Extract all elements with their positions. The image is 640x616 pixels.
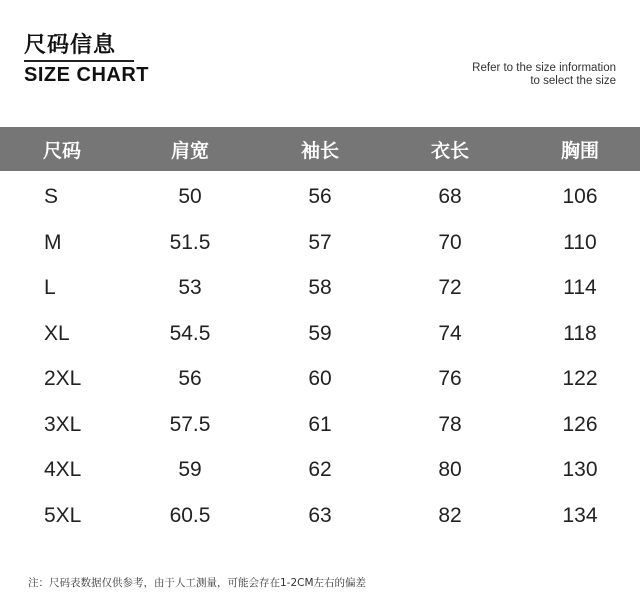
cell-size: 5XL — [44, 503, 82, 527]
cell-shoulder: 60.5 — [169, 503, 211, 527]
cell-chest: 126 — [562, 412, 598, 436]
cell-chest: 130 — [562, 458, 598, 481]
title-chinese: 尺码信息 — [24, 33, 117, 58]
cell-size: 3XL — [44, 412, 82, 436]
size-hint-line-2: to select the size — [530, 75, 616, 87]
cell-length: 82 — [438, 503, 462, 527]
cell-sleeve: 62 — [308, 458, 332, 481]
cell-size: M — [44, 230, 62, 254]
cell-chest: 110 — [563, 230, 597, 254]
cell-chest: 118 — [563, 321, 597, 345]
footnote: 注：尺码表数据仅供参考，由于人工测量，可能会存在1-2CM左右的偏差 — [28, 577, 367, 589]
title-underline — [24, 60, 134, 62]
cell-size: 4XL — [44, 458, 82, 481]
cell-shoulder: 50 — [178, 185, 202, 208]
cell-chest: 106 — [562, 185, 598, 208]
cell-chest: 134 — [562, 503, 598, 527]
cell-shoulder: 54.5 — [169, 321, 211, 345]
title-english: SIZE CHART — [24, 64, 149, 86]
table-row — [0, 494, 640, 540]
cell-sleeve: 57 — [308, 230, 332, 254]
cell-shoulder: 56 — [178, 367, 202, 390]
table-row — [0, 312, 640, 358]
cell-length: 74 — [438, 321, 462, 345]
cell-sleeve: 60 — [308, 367, 332, 390]
cell-shoulder: 51.5 — [169, 230, 211, 254]
table-row — [0, 175, 640, 221]
cell-sleeve: 63 — [308, 503, 332, 527]
header-size: 尺码 — [42, 139, 81, 162]
header-chest: 胸围 — [560, 139, 599, 162]
cell-size: S — [44, 185, 59, 208]
cell-shoulder: 59 — [178, 458, 202, 481]
cell-sleeve: 56 — [308, 185, 332, 208]
size-hint-line-1: Refer to the size information — [472, 62, 616, 74]
header-length: 衣长 — [430, 139, 469, 162]
cell-length: 78 — [438, 412, 462, 436]
cell-length: 76 — [438, 367, 462, 390]
table-row — [0, 221, 640, 267]
table-row — [0, 448, 640, 494]
cell-length: 68 — [438, 185, 462, 208]
cell-length: 70 — [438, 230, 462, 254]
cell-sleeve: 61 — [308, 412, 332, 436]
cell-chest: 114 — [563, 276, 597, 299]
size-hint — [472, 62, 616, 88]
cell-size: XL — [44, 321, 70, 345]
cell-sleeve: 59 — [308, 321, 332, 345]
table-row — [0, 266, 640, 312]
cell-length: 80 — [438, 458, 462, 481]
cell-size: 2XL — [44, 367, 82, 390]
header-shoulder: 肩宽 — [170, 139, 209, 162]
cell-size: L — [44, 276, 56, 299]
cell-length: 72 — [438, 276, 462, 299]
table-header — [0, 127, 640, 171]
table-row — [0, 357, 640, 403]
cell-chest: 122 — [562, 367, 598, 390]
cell-sleeve: 58 — [308, 276, 332, 299]
cell-shoulder: 57.5 — [169, 412, 211, 436]
table-row — [0, 403, 640, 449]
cell-shoulder: 53 — [178, 276, 202, 299]
header-sleeve: 袖长 — [300, 139, 339, 162]
